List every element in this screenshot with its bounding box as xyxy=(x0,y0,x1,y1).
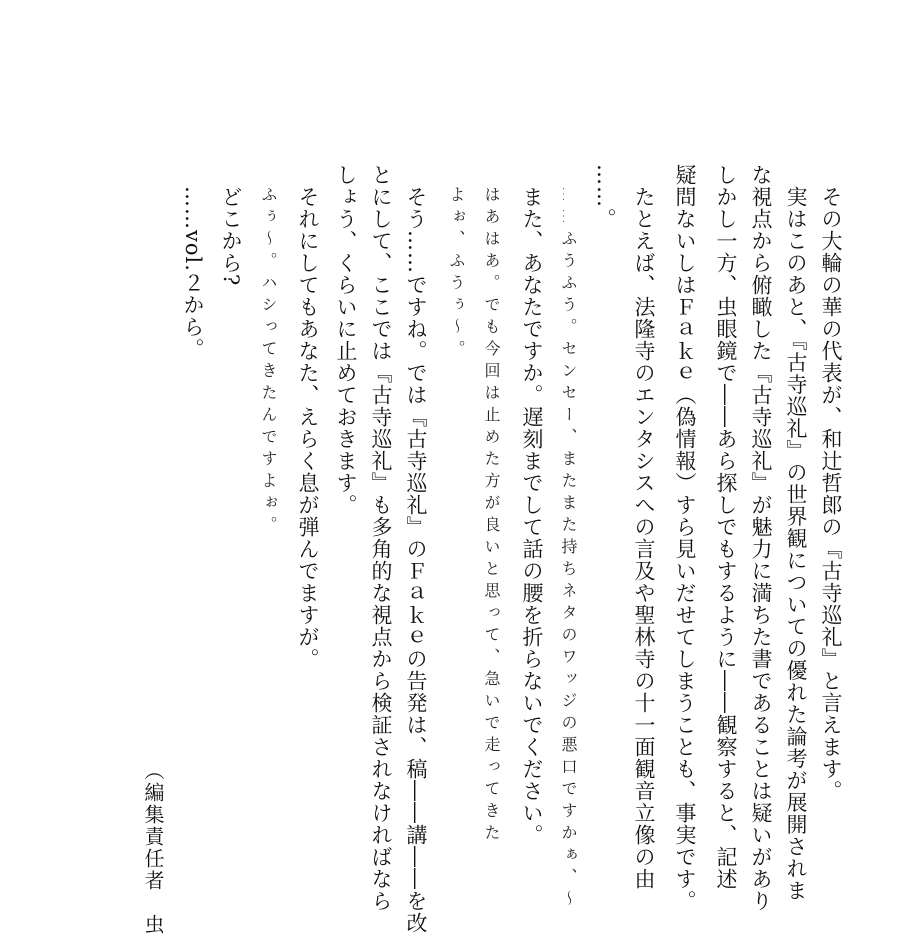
editor-signature: （編集責任者 虫 xyxy=(141,760,165,936)
text-column-5: 疑問ないしはＦａｋｅ（偽情報）すら見いだせてしまうことも、事実です。 xyxy=(673,164,697,912)
text-column-10: とにして、ここでは『古寺巡礼』も多角的な視点から検証されなければなら xyxy=(369,164,393,912)
handwritten-column-4: ふぅ〜。ハシってきたんですよぉ。 xyxy=(259,186,278,538)
text-column-3: な視点から俯瞰した『古寺巡礼』が魅力に満ちた書であることは疑いがあり xyxy=(749,164,773,912)
handwritten-column-1: ……ふうふう。センセー、またまた持ちネタのワッジの悪口ですかぁ、〜 xyxy=(559,186,578,912)
text-column-9: そう……ですね。では『古寺巡礼』のＦａｋｅの告発は、稿――講――を改 xyxy=(404,186,428,934)
text-column-1: その大輪の華の代表が、和辻哲郎の『古寺巡礼』と言えます。 xyxy=(819,186,843,802)
handwritten-column-3: よぉ、ふうぅ〜。 xyxy=(447,186,466,362)
text-column-4: しかし一方、虫眼鏡で――あら探しでもするように――観察すると、記述 xyxy=(714,164,738,890)
text-column-7: ……。 xyxy=(593,164,617,230)
text-column-8: また、あなたですか。遅刻までして話の腰を折らないでください。 xyxy=(520,186,544,846)
text-column-12: それにしてもあなた、えらく息が弾んでますが。 xyxy=(296,186,320,670)
text-column-14: ……vol.２から。 xyxy=(181,186,205,360)
text-column-13: どこから? xyxy=(219,186,243,287)
text-column-2: 実はこのあと、『古寺巡礼』の世界観についての優れた論考が展開されま xyxy=(784,186,808,902)
text-column-6: たとえば、法隆寺のエンタシスへの言及や聖林寺の十一面観音立像の由 xyxy=(632,186,656,890)
text-column-11: しょう、くらいに止めておきます。 xyxy=(334,164,358,516)
handwritten-column-2: はあはあ。でも今回は止めた方が良いと思って、急いで走ってきた xyxy=(482,186,501,846)
